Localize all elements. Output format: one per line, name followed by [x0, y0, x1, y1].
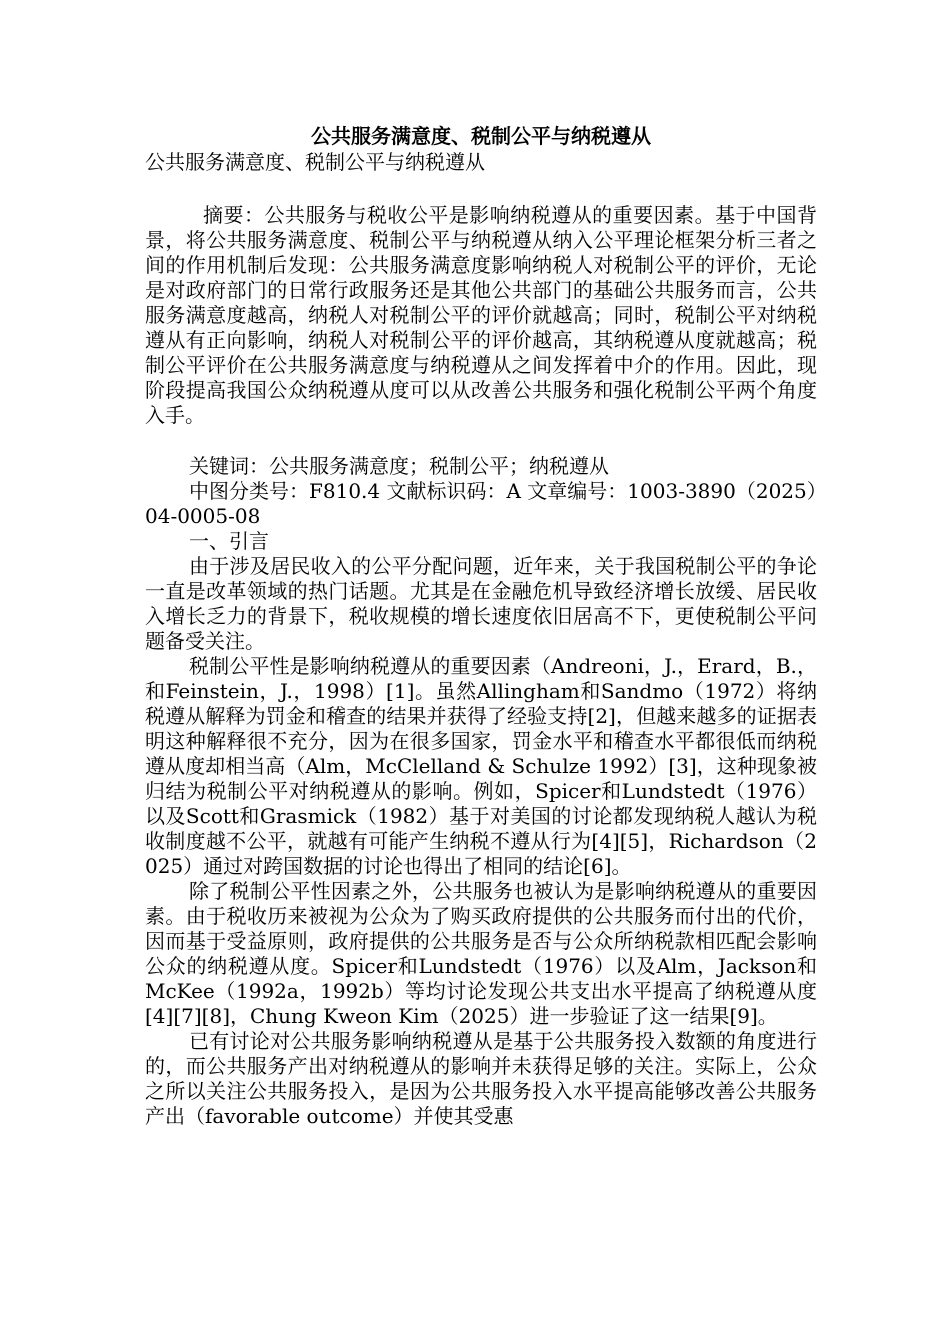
body-paragraph: 除了税制公平性因素之外，公共服务也被认为是影响纳税遵从的重要因素。由于税收历来被视为公众为了购买政府提供的公共服务而付出的代价，因而基于受益原则，政府提供的公共服务是否与公众所纳税款相匹配会影响公众的纳税遵从度。Spicer和Lundstedt（1976）以及Alm，Jackson和McKee（1992a，1992b）等均讨论发现公共支出水平提高了纳税遵从度[4][7][8]，Chung Kweon Kim（2025）进一步验证了这一结果[9]。 [145, 879, 817, 1028]
abstract-paragraph: 摘要：公共服务与税收公平是影响纳税遵从的重要因素。基于中国背景，将公共服务满意度、税制公平与纳税遵从纳入公平理论框架分析三者之间的作用机制后发现：公共服务满意度影响纳税人对税制公平的评价，无论是对政府部门的日常行政服务还是其他公共部门的基础公共服务而言，公共服务满意度越高，纳税人对税制公平的评价就越高；同时，税制公平对纳税遵从有正向影响，纳税人对税制公平的评价越高，其纳税遵从度就越高；税制公平评价在公共服务满意度与纳税遵从之间发挥着中介的作用。因此，现阶段提高我国公众纳税遵从度可以从改善公共服务和强化税制公平两个角度入手。 [145, 203, 817, 427]
document-subtitle: 公共服务满意度、税制公平与纳税遵从 [145, 150, 485, 174]
body-paragraph: 由于涉及居民收入的公平分配问题，近年来，关于我国税制公平的争论一直是改革领域的热门话题。尤其是在金融危机导致经济增长放缓、居民收入增长乏力的背景下，税收规模的增长速度依旧居高不下，更使税制公平问题备受关注。 [145, 554, 817, 653]
body-paragraph: 税制公平性是影响纳税遵从的重要因素（Andreoni，J.，Erard，B.，和Feinstein，J.，1998）[1]。虽然Allingham和Sandmo（1972）将纳税遵从解释为罚金和稽查的结果并获得了经验支持[2]，但越来越多的证据表明这种解释很不充分，因为在很多国家，罚金水平和稽查水平都很低而纳税遵从度却相当高（Alm，McClelland & Schulze 1992）[3]，这种现象被归结为税制公平对纳税遵从的影响。例如，Spicer和Lundstedt（1976）以及Scott和Grasmick（1982）基于对美国的讨论都发现纳税人越认为税收制度越不公平，就越有可能产生纳税不遵从行为[4][5]，Richardson（2025）通过对跨国数据的讨论也得出了相同的结论[6]。 [145, 654, 817, 878]
keywords-line: 关键词：公共服务满意度；税制公平；纳税遵从 [189, 454, 609, 478]
document-body [145, 122, 817, 1129]
section-heading: 一、引言 [189, 529, 269, 553]
document-title: 公共服务满意度、税制公平与纳税遵从 [311, 124, 651, 148]
classification-line: 中图分类号：F810.4 文献标识码：A 文章编号：1003-3890（2025）04-0005-08 [145, 479, 817, 528]
body-paragraph: 已有讨论对公共服务影响纳税遵从是基于公共服务投入数额的角度进行的，而公共服务产出对纳税遵从的影响并未获得足够的关注。实际上，公众之所以关注公共服务投入，是因为公共服务投入水平提高能够改善公共服务产出（favorable outcome）并使其受惠 [145, 1029, 817, 1128]
